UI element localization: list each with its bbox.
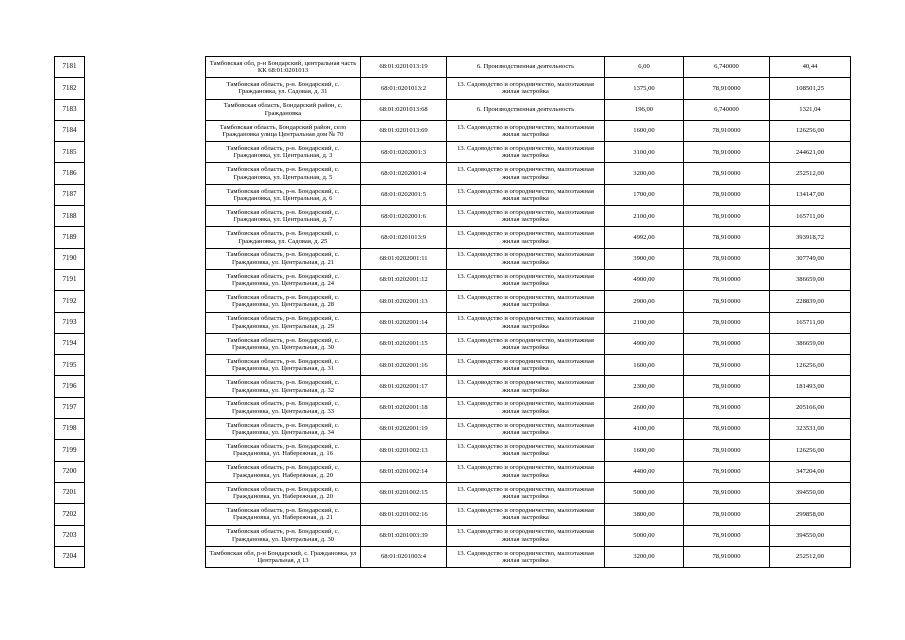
row-number-cell: 7188 <box>55 206 85 227</box>
rate-cell: 6,740000 <box>684 99 770 120</box>
cadastral-value-cell: 165711,00 <box>770 312 851 333</box>
area-cell: 3200,00 <box>605 546 684 567</box>
cadastral-value-cell: 1321,04 <box>770 99 851 120</box>
cadastral-number-cell: 68:01:0202001:19 <box>361 419 447 440</box>
cadastral-number-cell: 68:01:0201002:13 <box>361 440 447 461</box>
land-use-cell: 13. Садоводство и огородничество, малоэтажная жилая застройка <box>447 163 605 184</box>
spacer-cell <box>85 142 206 163</box>
spacer-cell <box>85 525 206 546</box>
row-number-cell: 7200 <box>55 461 85 482</box>
row-number-cell: 7186 <box>55 163 85 184</box>
spacer-cell <box>85 504 206 525</box>
rate-cell: 6,740000 <box>684 57 770 78</box>
rate-cell: 78,910000 <box>684 376 770 397</box>
cadastral-value-cell: 126256,00 <box>770 440 851 461</box>
area-cell: 4400,00 <box>605 461 684 482</box>
rate-cell: 78,910000 <box>684 206 770 227</box>
row-number-cell: 7190 <box>55 248 85 269</box>
cadastral-number-cell: 68:01:0202001:18 <box>361 397 447 418</box>
row-number-cell: 7184 <box>55 120 85 141</box>
cadastral-value-cell: 386659,00 <box>770 333 851 354</box>
table-row <box>55 99 851 120</box>
table-row <box>55 312 851 333</box>
row-number-cell: 7185 <box>55 142 85 163</box>
cadastral-number-cell: 68:01:0202001:3 <box>361 142 447 163</box>
cadastral-value-cell: 134147,00 <box>770 184 851 205</box>
land-use-cell: 13. Садоводство и огородничество, малоэтажная жилая застройка <box>447 525 605 546</box>
spacer-cell <box>85 248 206 269</box>
address-cell: Тамбовская область, р-н. Бондарский, с. Граждановка, ул. Набережная, д. 20 <box>206 461 361 482</box>
row-number-cell: 7183 <box>55 99 85 120</box>
spacer-cell <box>85 269 206 290</box>
address-cell: Тамбовская область, р-н. Бондарский, с. Граждановка, ул. Набережная, д. 16 <box>206 440 361 461</box>
area-cell: 2600,00 <box>605 397 684 418</box>
cadastral-number-cell: 68:01:0201013:19 <box>361 57 447 78</box>
land-use-cell: 13. Садоводство и огородничество, малоэтажная жилая застройка <box>447 206 605 227</box>
address-cell: Тамбовская область, р-н. Бондарский, с. Граждановка, ул. Центральная, д. 31 <box>206 355 361 376</box>
table-row <box>55 397 851 418</box>
row-number-cell: 7199 <box>55 440 85 461</box>
row-number-cell: 7197 <box>55 397 85 418</box>
land-use-cell: 13. Садоводство и огородничество, малоэтажная жилая застройка <box>447 269 605 290</box>
area-cell: 3200,00 <box>605 163 684 184</box>
address-cell: Тамбовская область, р-н. Бондарский, с. Граждановка, ул. Центральная, д. 7 <box>206 206 361 227</box>
cadastral-value-cell: 228839,00 <box>770 291 851 312</box>
address-cell: Тамбовская область, р-н. Бондарский, с. Граждановка, ул. Садовая, д. 25 <box>206 227 361 248</box>
table-row <box>55 78 851 99</box>
cadastral-number-cell: 68:01:0202001:5 <box>361 184 447 205</box>
area-cell: 4900,00 <box>605 333 684 354</box>
spacer-cell <box>85 355 206 376</box>
cadastral-number-cell: 68:01:0201013:69 <box>361 120 447 141</box>
land-use-cell: 13. Садоводство и огородничество, малоэтажная жилая застройка <box>447 78 605 99</box>
cadastral-number-cell: 68:01:0201002:14 <box>361 461 447 482</box>
area-cell: 1600,00 <box>605 355 684 376</box>
land-use-cell: 13. Садоводство и огородничество, малоэтажная жилая застройка <box>447 461 605 482</box>
spacer-cell <box>85 440 206 461</box>
land-register-table <box>54 56 851 568</box>
cadastral-number-cell: 68:01:0202001:4 <box>361 163 447 184</box>
cadastral-value-cell: 393918,72 <box>770 227 851 248</box>
cadastral-value-cell: 244621,00 <box>770 142 851 163</box>
cadastral-value-cell: 126256,00 <box>770 355 851 376</box>
row-number-cell: 7192 <box>55 291 85 312</box>
cadastral-number-cell: 68:01:0202001:17 <box>361 376 447 397</box>
spacer-cell <box>85 78 206 99</box>
rate-cell: 78,910000 <box>684 291 770 312</box>
rate-cell: 78,910000 <box>684 227 770 248</box>
area-cell: 4100,00 <box>605 419 684 440</box>
land-use-cell: 13. Садоводство и огородничество, малоэтажная жилая застройка <box>447 248 605 269</box>
address-cell: Тамбовская область, р-н. Бондарский, с. Граждановка, ул. Центральная, д. 3 <box>206 142 361 163</box>
row-number-cell: 7194 <box>55 333 85 354</box>
area-cell: 2300,00 <box>605 376 684 397</box>
cadastral-number-cell: 68:01:0202001:11 <box>361 248 447 269</box>
row-number-cell: 7181 <box>55 57 85 78</box>
land-use-cell: 13. Садоводство и огородничество, малоэтажная жилая застройка <box>447 333 605 354</box>
rate-cell: 78,910000 <box>684 269 770 290</box>
land-use-cell: 13. Садоводство и огородничество, малоэтажная жилая застройка <box>447 546 605 567</box>
cadastral-value-cell: 181493,00 <box>770 376 851 397</box>
address-cell: Тамбовская область, р-н. Бондарский, с. Граждановка, ул. Садовая, д. 31 <box>206 78 361 99</box>
cadastral-value-cell: 394550,00 <box>770 482 851 503</box>
table-row <box>55 376 851 397</box>
table-row <box>55 163 851 184</box>
spacer-cell <box>85 163 206 184</box>
row-number-cell: 7191 <box>55 269 85 290</box>
row-number-cell: 7204 <box>55 546 85 567</box>
land-use-cell: 6. Производственная деятельность <box>447 99 605 120</box>
area-cell: 3100,00 <box>605 142 684 163</box>
row-number-cell: 7201 <box>55 482 85 503</box>
table-row <box>55 184 851 205</box>
area-cell: 6,00 <box>605 57 684 78</box>
address-cell: Тамбовская область, р-н. Бондарский, с. Граждановка, ул. Набережная, д. 20 <box>206 482 361 503</box>
rate-cell: 78,910000 <box>684 163 770 184</box>
address-cell: Тамбовская область, р-н. Бондарский, с. Граждановка, ул. Центральная, д. 21 <box>206 248 361 269</box>
cadastral-value-cell: 252512,00 <box>770 163 851 184</box>
cadastral-value-cell: 307749,00 <box>770 248 851 269</box>
cadastral-number-cell: 68:01:0202001:14 <box>361 312 447 333</box>
rate-cell: 78,910000 <box>684 546 770 567</box>
land-use-cell: 13. Садоводство и огородничество, малоэтажная жилая застройка <box>447 312 605 333</box>
cadastral-value-cell: 108501,25 <box>770 78 851 99</box>
address-cell: Тамбовская обл, р-н Бондарский, центральная часть КК 68:01:0201013 <box>206 57 361 78</box>
cadastral-number-cell: 68:01:0202001:6 <box>361 206 447 227</box>
area-cell: 2900,00 <box>605 291 684 312</box>
area-cell: 1700,00 <box>605 184 684 205</box>
address-cell: Тамбовская область, р-н. Бондарский, с. Граждановка, ул. Центральная, д. 28 <box>206 291 361 312</box>
table-row <box>55 482 851 503</box>
cadastral-number-cell: 68:01:0201013:9 <box>361 227 447 248</box>
area-cell: 4992,00 <box>605 227 684 248</box>
land-use-cell: 13. Садоводство и огородничество, малоэтажная жилая застройка <box>447 440 605 461</box>
table-row <box>55 525 851 546</box>
area-cell: 2100,00 <box>605 206 684 227</box>
address-cell: Тамбовская область, р-н. Бондарский, с. Граждановка, ул. Центральная, д. 30 <box>206 525 361 546</box>
address-cell: Тамбовская область, р-н. Бондарский, с. Граждановка, ул. Центральная, д. 32 <box>206 376 361 397</box>
cadastral-number-cell: 68:01:0202001:12 <box>361 269 447 290</box>
land-use-cell: 13. Садоводство и огородничество, малоэтажная жилая застройка <box>447 397 605 418</box>
rate-cell: 78,910000 <box>684 397 770 418</box>
table-row <box>55 504 851 525</box>
spacer-cell <box>85 397 206 418</box>
address-cell: Тамбовская область, р-н. Бондарский, с. Граждановка, ул. Центральная, д. 33 <box>206 397 361 418</box>
area-cell: 2100,00 <box>605 312 684 333</box>
area-cell: 1375,00 <box>605 78 684 99</box>
address-cell: Тамбовская область, Бондарский район, село Граждановка улица Центральная дом № 70 <box>206 120 361 141</box>
rate-cell: 78,910000 <box>684 482 770 503</box>
area-cell: 3900,00 <box>605 248 684 269</box>
address-cell: Тамбовская область, р-н. Бондарский, с. Граждановка, ул. Центральная, д. 6 <box>206 184 361 205</box>
table-row <box>55 142 851 163</box>
rate-cell: 78,910000 <box>684 525 770 546</box>
table-row <box>55 57 851 78</box>
address-cell: Тамбовская область, Бондарский район, с. Граждановка <box>206 99 361 120</box>
address-cell: Тамбовская обл, р-н Бондарский, с. Граждановка, ул Центральная, д 13 <box>206 546 361 567</box>
spacer-cell <box>85 376 206 397</box>
cadastral-value-cell: 347204,00 <box>770 461 851 482</box>
address-cell: Тамбовская область, р-н. Бондарский, с. Граждановка, ул. Центральная, д. 24 <box>206 269 361 290</box>
land-use-cell: 13. Садоводство и огородничество, малоэтажная жилая застройка <box>447 376 605 397</box>
cadastral-number-cell: 68:01:0202001:16 <box>361 355 447 376</box>
rate-cell: 78,910000 <box>684 142 770 163</box>
row-number-cell: 7202 <box>55 504 85 525</box>
spacer-cell <box>85 482 206 503</box>
spacer-cell <box>85 227 206 248</box>
rate-cell: 78,910000 <box>684 78 770 99</box>
row-number-cell: 7189 <box>55 227 85 248</box>
spacer-cell <box>85 120 206 141</box>
row-number-cell: 7196 <box>55 376 85 397</box>
area-cell: 5000,00 <box>605 525 684 546</box>
spacer-cell <box>85 333 206 354</box>
row-number-cell: 7193 <box>55 312 85 333</box>
area-cell: 3800,00 <box>605 504 684 525</box>
rate-cell: 78,910000 <box>684 504 770 525</box>
address-cell: Тамбовская область, р-н. Бондарский, с. Граждановка, ул. Центральная, д. 30 <box>206 333 361 354</box>
row-number-cell: 7187 <box>55 184 85 205</box>
cadastral-number-cell: 68:01:0201002:15 <box>361 482 447 503</box>
address-cell: Тамбовская область, р-н. Бондарский, с. Граждановка, ул. Центральная, д. 34 <box>206 419 361 440</box>
row-number-cell: 7182 <box>55 78 85 99</box>
land-use-cell: 13. Садоводство и огородничество, малоэтажная жилая застройка <box>447 419 605 440</box>
table-row <box>55 419 851 440</box>
land-use-cell: 13. Садоводство и огородничество, малоэтажная жилая застройка <box>447 355 605 376</box>
rate-cell: 78,910000 <box>684 248 770 269</box>
land-use-cell: 13. Садоводство и огородничество, малоэтажная жилая застройка <box>447 142 605 163</box>
spacer-cell <box>85 312 206 333</box>
land-use-cell: 13. Садоводство и огородничество, малоэтажная жилая застройка <box>447 184 605 205</box>
table-row <box>55 291 851 312</box>
rate-cell: 78,910000 <box>684 355 770 376</box>
land-use-cell: 13. Садоводство и огородничество, малоэтажная жилая застройка <box>447 291 605 312</box>
rate-cell: 78,910000 <box>684 312 770 333</box>
table-row <box>55 440 851 461</box>
table-row <box>55 355 851 376</box>
cadastral-value-cell: 299858,00 <box>770 504 851 525</box>
address-cell: Тамбовская область, р-н. Бондарский, с. Граждановка, ул. Центральная, д. 29 <box>206 312 361 333</box>
cadastral-number-cell: 68:01:0201003:4 <box>361 546 447 567</box>
spacer-cell <box>85 57 206 78</box>
cadastral-value-cell: 252512,00 <box>770 546 851 567</box>
table-row <box>55 120 851 141</box>
row-number-cell: 7198 <box>55 419 85 440</box>
rate-cell: 78,910000 <box>684 461 770 482</box>
table-row <box>55 227 851 248</box>
cadastral-value-cell: 394550,00 <box>770 525 851 546</box>
rate-cell: 78,910000 <box>684 184 770 205</box>
cadastral-value-cell: 165711,00 <box>770 206 851 227</box>
area-cell: 196,00 <box>605 99 684 120</box>
land-use-cell: 6. Производственная деятельность <box>447 57 605 78</box>
area-cell: 1600,00 <box>605 440 684 461</box>
address-cell: Тамбовская область, р-н. Бондарский, с. Граждановка, ул. Центральная, д. 5 <box>206 163 361 184</box>
cadastral-value-cell: 386659,00 <box>770 269 851 290</box>
spacer-cell <box>85 291 206 312</box>
land-use-cell: 13. Садоводство и огородничество, малоэтажная жилая застройка <box>447 120 605 141</box>
cadastral-value-cell: 40,44 <box>770 57 851 78</box>
rate-cell: 78,910000 <box>684 120 770 141</box>
area-cell: 5000,00 <box>605 482 684 503</box>
table-row <box>55 269 851 290</box>
land-use-cell: 13. Садоводство и огородничество, малоэтажная жилая застройка <box>447 482 605 503</box>
spacer-cell <box>85 546 206 567</box>
table-row <box>55 461 851 482</box>
address-cell: Тамбовская область, р-н. Бондарский, с. Граждановка, ул. Набережная, д. 21 <box>206 504 361 525</box>
table-row <box>55 206 851 227</box>
area-cell: 4900,00 <box>605 269 684 290</box>
land-use-cell: 13. Садоводство и огородничество, малоэтажная жилая застройка <box>447 227 605 248</box>
spacer-cell <box>85 419 206 440</box>
table-body <box>55 57 851 568</box>
row-number-cell: 7203 <box>55 525 85 546</box>
cadastral-number-cell: 68:01:0201003:39 <box>361 525 447 546</box>
land-use-cell: 13. Садоводство и огородничество, малоэтажная жилая застройка <box>447 504 605 525</box>
rate-cell: 78,910000 <box>684 440 770 461</box>
cadastral-value-cell: 126256,00 <box>770 120 851 141</box>
cadastral-value-cell: 205166,00 <box>770 397 851 418</box>
spacer-cell <box>85 99 206 120</box>
row-number-cell: 7195 <box>55 355 85 376</box>
cadastral-number-cell: 68:01:0202001:13 <box>361 291 447 312</box>
spacer-cell <box>85 206 206 227</box>
cadastral-number-cell: 68:01:0201002:16 <box>361 504 447 525</box>
spacer-cell <box>85 461 206 482</box>
table-row <box>55 248 851 269</box>
table-row <box>55 546 851 567</box>
cadastral-number-cell: 68:01:0201013:68 <box>361 99 447 120</box>
table-row <box>55 333 851 354</box>
rate-cell: 78,910000 <box>684 419 770 440</box>
cadastral-number-cell: 68:01:0201013:2 <box>361 78 447 99</box>
area-cell: 1600,00 <box>605 120 684 141</box>
spacer-cell <box>85 184 206 205</box>
cadastral-number-cell: 68:01:0202001:15 <box>361 333 447 354</box>
rate-cell: 78,910000 <box>684 333 770 354</box>
cadastral-value-cell: 323531,00 <box>770 419 851 440</box>
